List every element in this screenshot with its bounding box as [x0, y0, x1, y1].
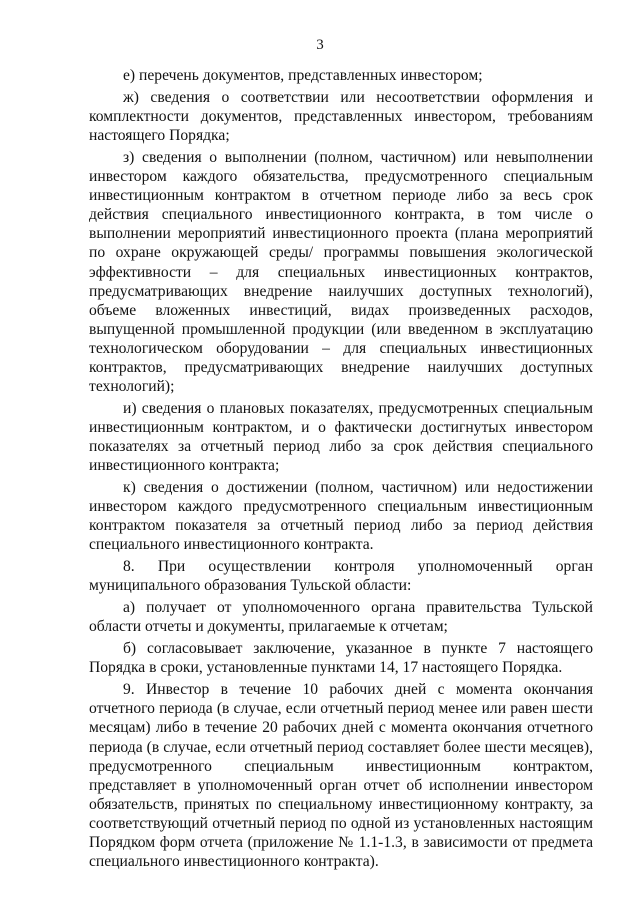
paragraph-item-e: е) перечень документов, представленных инвестором; — [123, 67, 483, 84]
document-body — [89, 66, 593, 874]
paragraph-clause-8: 8. При осуществлении контроля уполномоченный орган муниципального образования Тульской области: — [89, 558, 593, 595]
page-number: 3 — [316, 37, 324, 53]
paragraph-clause-9: 9. Инвестор в течение 10 рабочих дней с момента окончания отчетного периода (в случае, если отчетный период менее или равен шести месяцам) либо в течение 20 рабочих дней с момента окончания отчетного периода (в случае, если отчетный период составляет более шести месяцев), предусмотренного специальным инвестиционным контрактом, представляет в уполномоченный орган отчет об исполнении инвестором обязательств, принятых по специальному инвестиционному контракту, за соответствующий отчетный период по одной из установленных настоящим Порядком форм отчета (приложение № 1.1-1.3, в зависимости от предмета специального инвестиционного контракта). — [89, 681, 593, 871]
paragraph-item-i: и) сведения о плановых показателях, предусмотренных специальным инвестиционным контрактом, и о фактически достигнутых инвестором показателях за отчетный период либо за срок действия специального инвестиционного контракта; — [89, 399, 593, 475]
paragraph-item-b: б) согласовывает заключение, указанное в пункте 7 настоящего Порядка в сроки, установленные пунктами 14, 17 настоящего Порядка. — [89, 640, 593, 677]
paragraph-item-zh: ж) сведения о соответствии или несоответствии оформления и комплектности документов, представленных инвестором, требованиям настоящего Порядка; — [89, 88, 593, 145]
paragraph-item-a: а) получает от уполномоченного органа правительства Тульской области отчеты и документы, прилагаемые к отчетам; — [89, 599, 593, 636]
paragraph-item-k: к) сведения о достижении (полном, частичном) или недостижении инвестором каждого предусмотренного специальным инвестиционным контрактом показателя за отчетный период либо за период действия специального инвестиционного контракта. — [89, 479, 593, 554]
paragraph-item-z: з) сведения о выполнении (полном, частичном) или невыполнении инвестором каждого обязательства, предусмотренного специальным инвестиционным контрактом в отчетном периоде либо за весь срок действия специального инвестиционного контракта, в том числе о выполнении мероприятий инвестиционного проекта (плана мероприятий по охране окружающей среды/ программы повышения экологической эффективности – для специальных инвестиционных контрактов, предусматривающих внедрение наилучших доступных технологий), объеме вложенных инвестиций, видах произведенных расходов, выпущенной промышленной продукции (или введенном в эксплуатацию технологическом оборудовании – для специальных инвестиционных контрактов, предусматривающих внедрение наилучших доступных технологий); — [89, 148, 593, 396]
